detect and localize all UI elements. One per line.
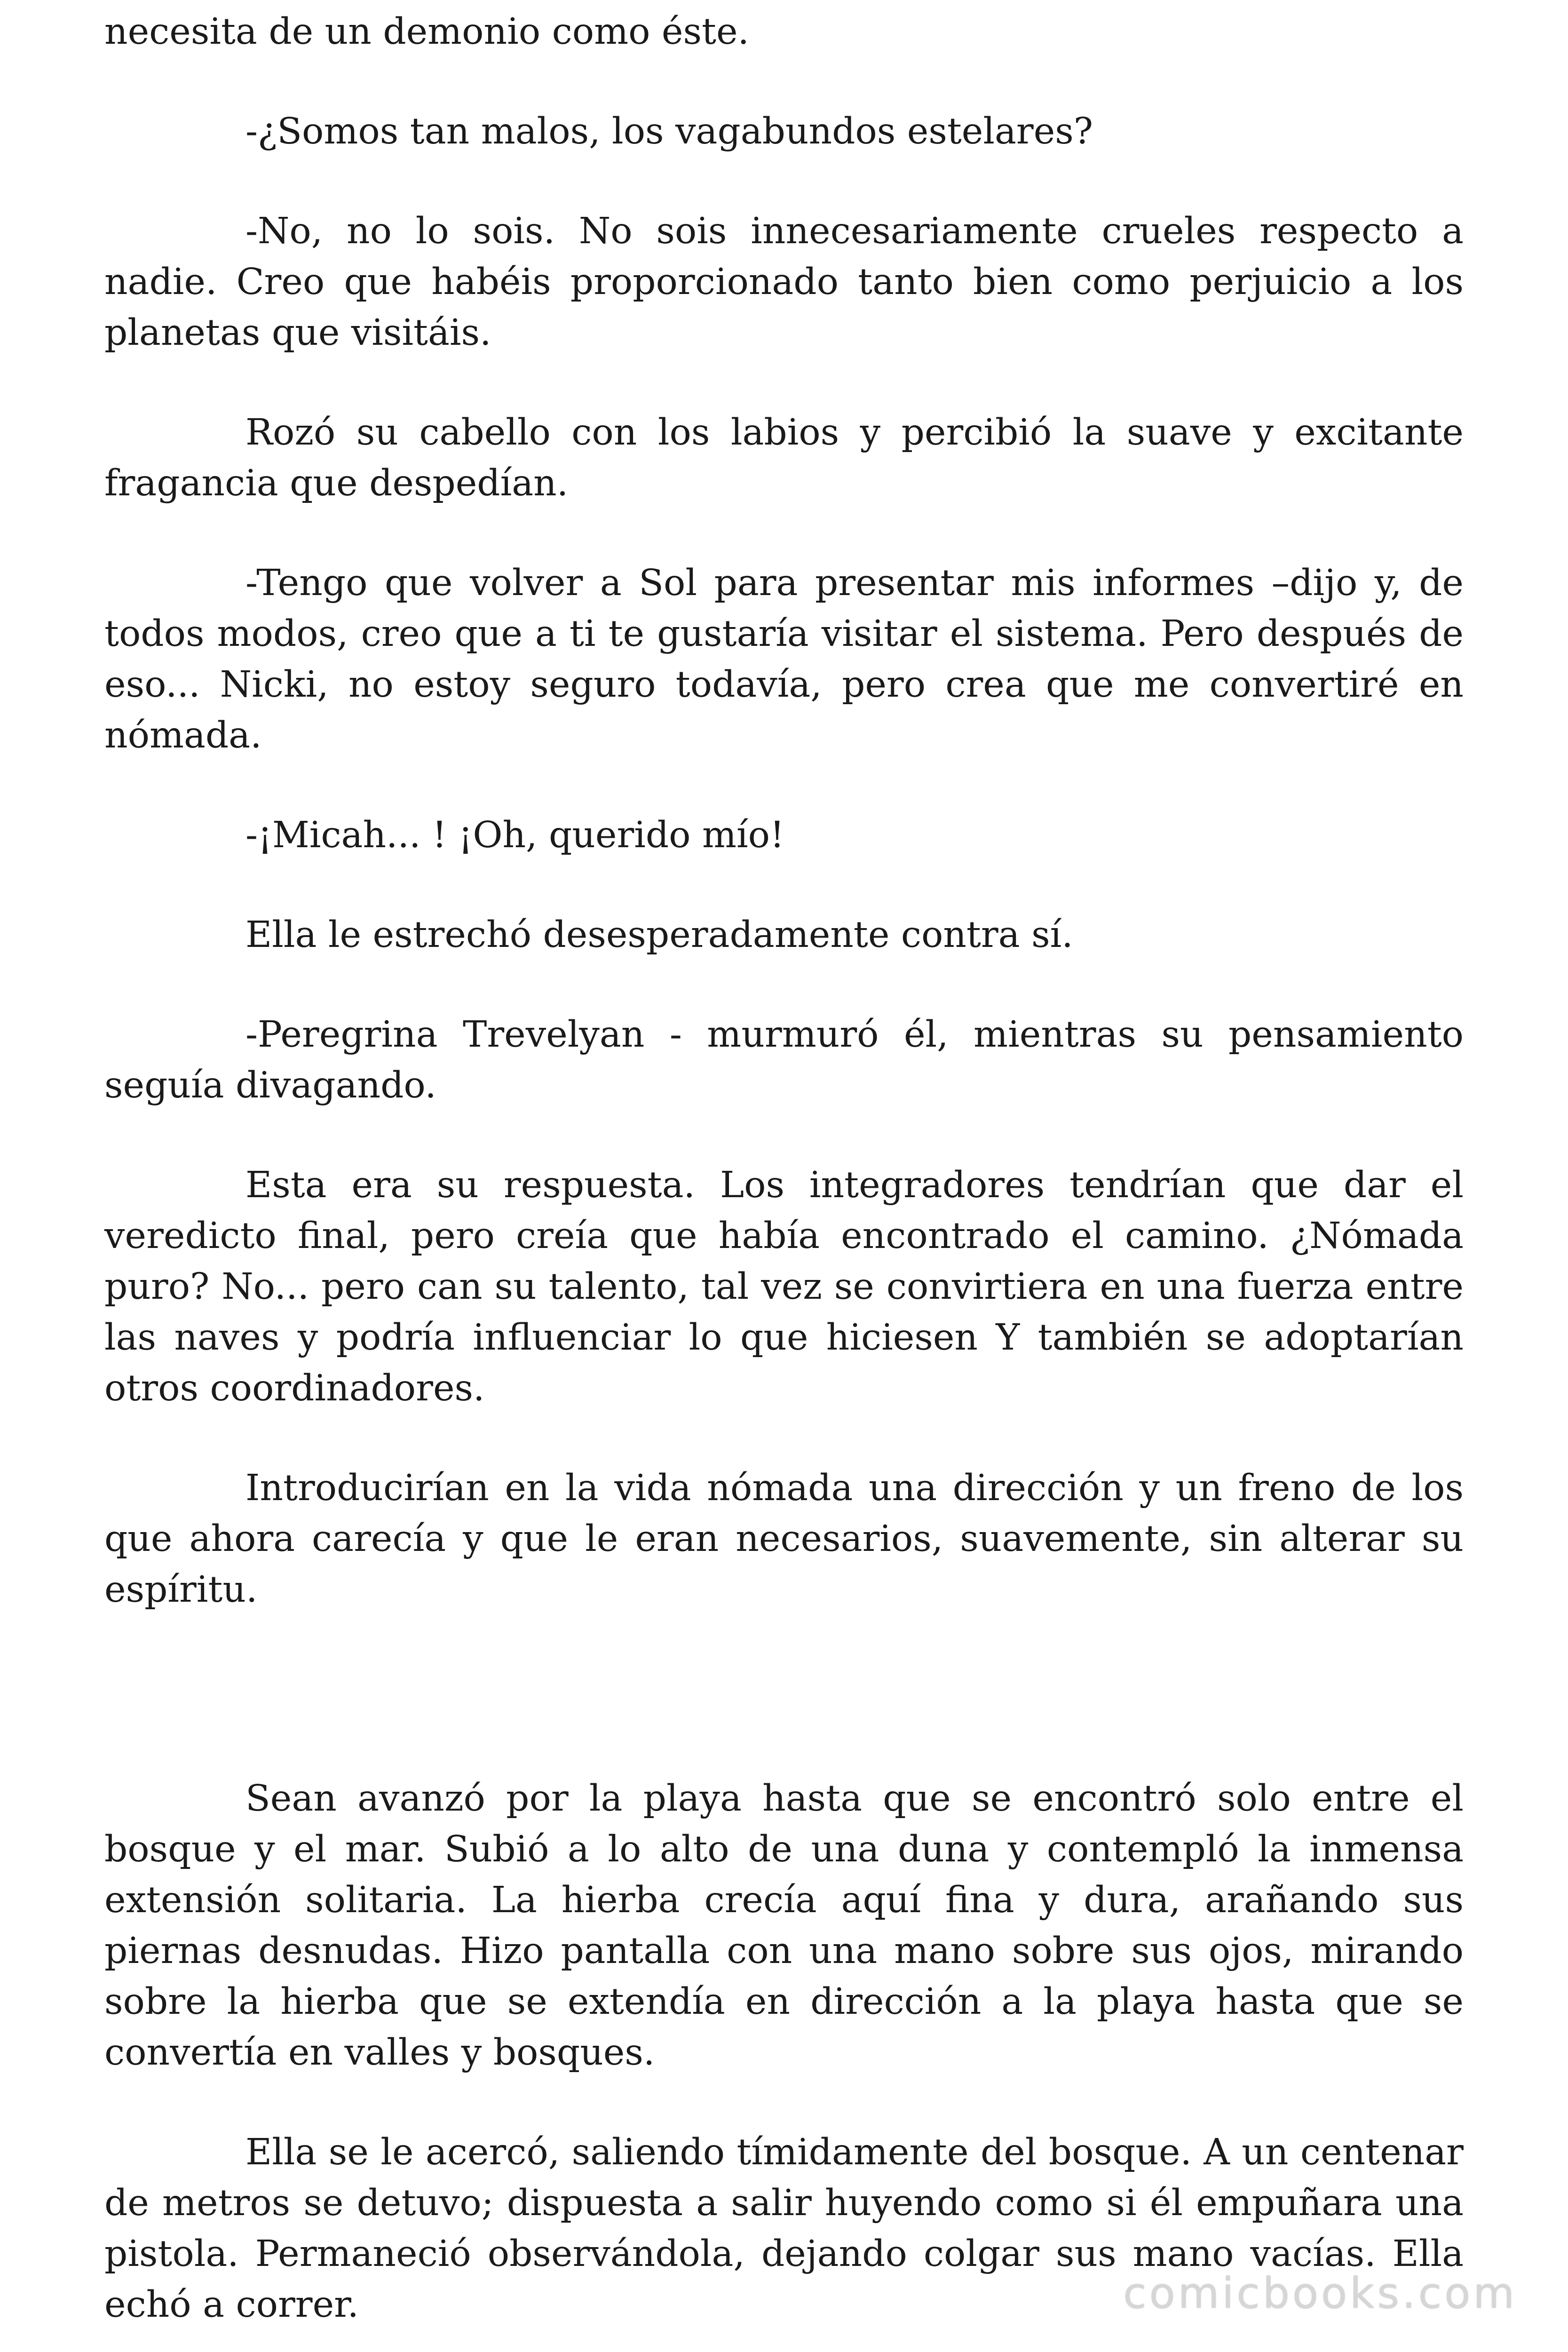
paragraph: -¿Somos tan malos, los vagabundos estelares? [245, 111, 1093, 152]
paragraph: -¡Micah... ! ¡Oh, querido mío! [245, 814, 784, 856]
book-page [104, 0, 1464, 2352]
paragraph: Esta era su respuesta. Los integradores tendrían que dar el veredicto final, pero creía que había encontrado el camino. ¿Nómada puro? No... pero can su talento, tal vez se convirtiera en una fuerza entre las naves y podría influenciar lo que hiciesen Y también se adoptarían otros coordinadores. [104, 1164, 1464, 1409]
page-text [104, 7, 1464, 2330]
paragraph: Ella se le acercó, saliendo tímidamente del bosque. A un centenar de metros se detuvo; dispuesta a salir huyendo como si él empuñara una pistola. Permaneció observándola, dejando colgar sus mano vacías. Ella echó a correr. [104, 2131, 1464, 2326]
paragraph: -Peregrina Trevelyan - murmuró él, mientras su pensamiento seguía divagando. [104, 1014, 1464, 1106]
watermark: comicbooks.com [1123, 2269, 1517, 2318]
paragraph: Introducirían en la vida nómada una dirección y un freno de los que ahora carecía y que le eran necesarios, suavemente, sin alterar su espíritu. [104, 1467, 1464, 1611]
paragraph: Rozó su cabello con los labios y percibió la suave y excitante fragancia que despedían. [104, 412, 1464, 504]
paragraph: Ella le estrechó desesperadamente contra sí. [245, 914, 1073, 956]
paragraph: Sean avanzó por la playa hasta que se encontró solo entre el bosque y el mar. Subió a lo alto de una duna y contempló la inmensa extensión solitaria. La hierba crecía aquí fina y dura, arañando sus piernas desnudas. Hizo pantalla con una mano sobre sus ojos, mirando sobre la hierba que se extendía en dirección a la playa hasta que se convertía en valles y bosques. [104, 1778, 1464, 2074]
paragraph: necesita de un demonio como éste. [104, 11, 749, 53]
paragraph: -No, no lo sois. No sois innecesariamente crueles respecto a nadie. Creo que habéis proporcionado tanto bien como perjuicio a los planetas que visitáis. [104, 210, 1464, 354]
paragraph: -Tengo que volver a Sol para presentar mis informes –dijo y, de todos modos, creo que a ti te gustaría visitar el sistema. Pero después de eso... Nicki, no estoy seguro todavía, pero crea que me convertiré en nómada. [104, 562, 1464, 756]
